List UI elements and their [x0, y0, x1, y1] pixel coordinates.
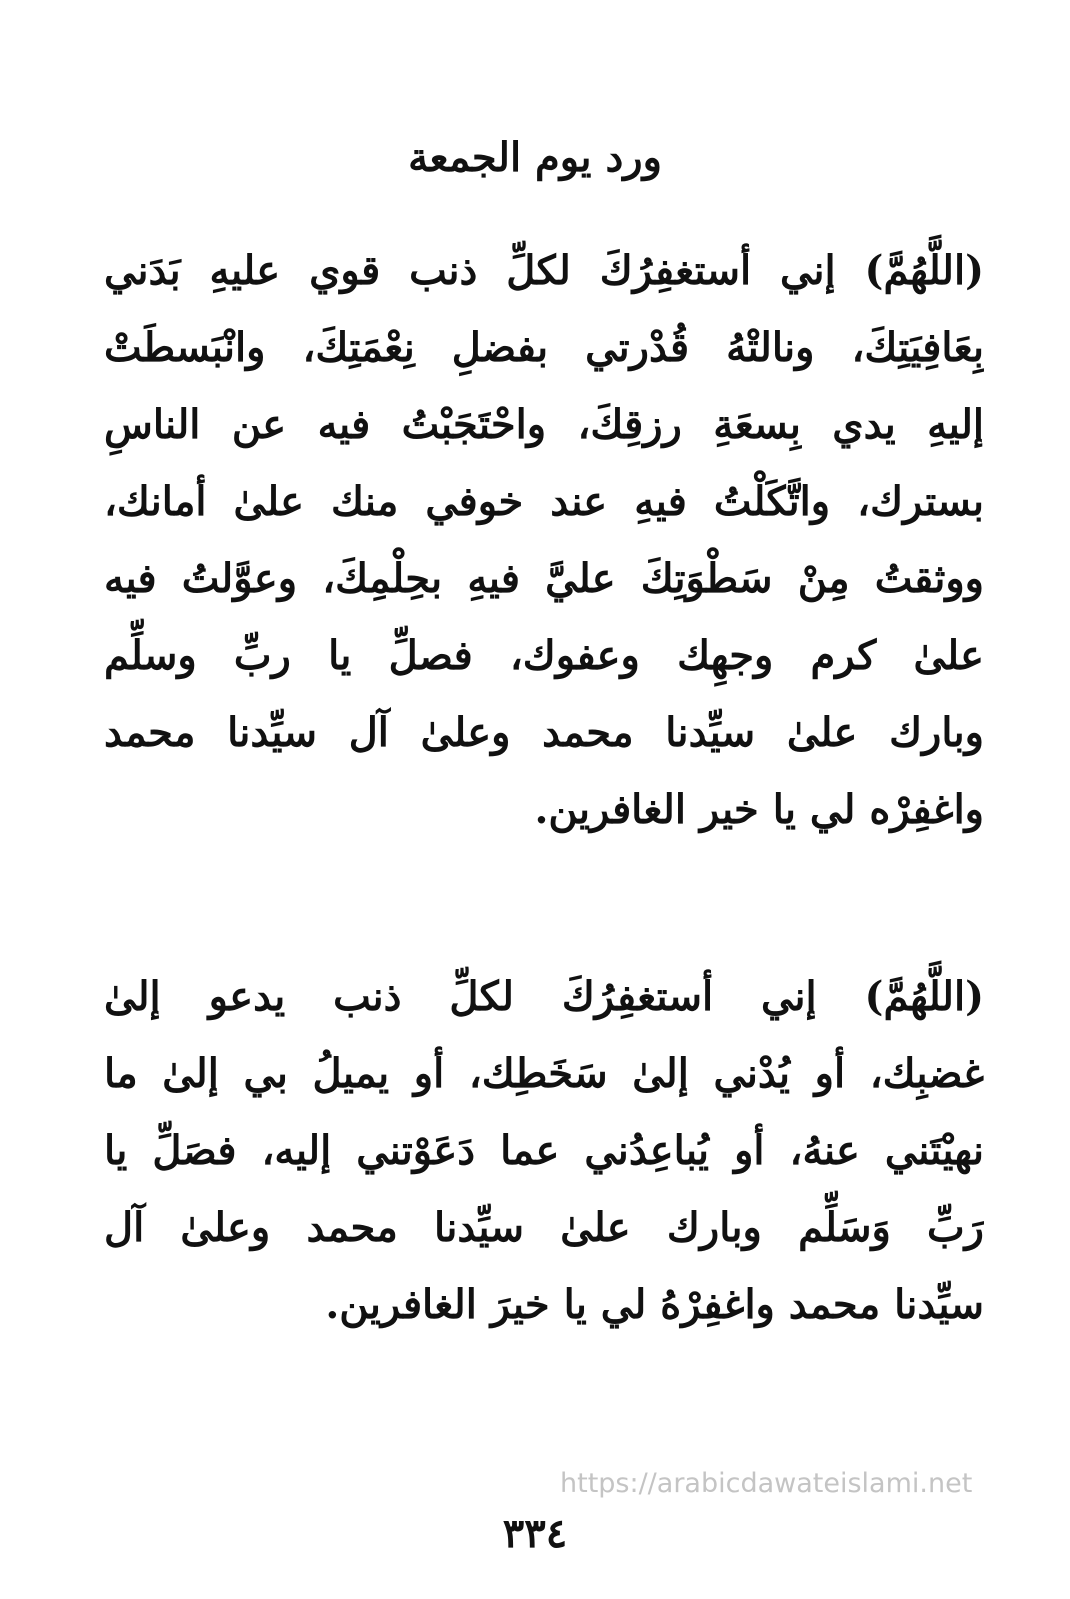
text-line: سيِّدنا محمد واغفِرْهُ لي يا خيرَ الغافرين.	[325, 1281, 984, 1328]
text-line: (اللَّهُمَّ) إني أستغفِرُكَ لكلِّ ذنب يدعو إلىٰ	[104, 973, 984, 1020]
text-line: رَبِّ وَسَلِّم وبارك علىٰ سيِّدنا محمد وعلىٰ آل	[104, 1204, 984, 1251]
text-line: غضبِك، أو يُدْني إلىٰ سَخَطِك، أو يميلُ بي إلىٰ ما	[104, 1050, 984, 1097]
text-line: واغفِرْه لي يا خير الغافرين.	[534, 786, 984, 833]
text-line: علىٰ كرم وجهِك وعفوك، فصلِّ يا ربِّ وسلِّم	[104, 632, 984, 679]
text-line: إليهِ يدي بِسعَةِ رزقِكَ، واحْتَجَبْتُ فيه عن الناسِ	[104, 401, 984, 448]
paragraph-2	[104, 958, 984, 1343]
watermark-url: https://arabicdawateislami.net	[560, 1468, 973, 1499]
text-line: نهيْتَني عنهُ، أو يُباعِدُني عما دَعَوْتني إليه، فصَلِّ يا	[104, 1127, 984, 1174]
text-line: بِعَافِيَتِكَ، ونالتْهُ قُدْرتي بفضلِ نِعْمَتِكَ، وانْبَسطَتْ	[104, 324, 984, 371]
text-line: (اللَّهُمَّ) إني أستغفِرُكَ لكلِّ ذنب قوي عليهِ بَدَني	[104, 247, 984, 294]
page-number: ٣٣٤	[502, 1510, 568, 1557]
text-line: ووثقتُ مِنْ سَطْوَتِكَ عليَّ فيهِ بحِلْمِكَ، وعوَّلتُ فيه	[104, 555, 984, 602]
paragraph-1	[104, 232, 984, 848]
text-line: بسترك، واتَّكَلْتُ فيهِ عند خوفي منك علىٰ أمانك،	[104, 478, 984, 525]
text-line: وبارك علىٰ سيِّدنا محمد وعلىٰ آل سيِّدنا محمد	[104, 709, 984, 756]
page-title: ورد يوم الجمعة	[408, 134, 662, 181]
